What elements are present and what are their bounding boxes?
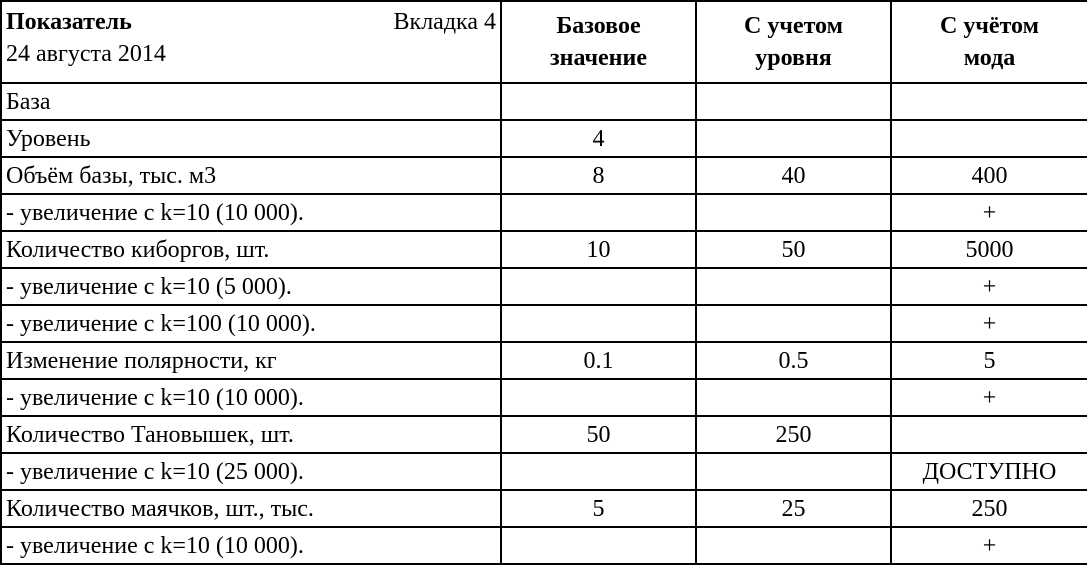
row-label: - увеличение с k=10 (5 000).	[1, 268, 501, 305]
row-level-value	[696, 453, 891, 490]
row-level-value	[696, 268, 891, 305]
row-label: Количество Тановышек, шт.	[1, 416, 501, 453]
header-tab: Вкладка 4	[393, 9, 496, 35]
row-level-value	[696, 194, 891, 231]
table-row	[1, 379, 1087, 416]
row-base-value: 4	[501, 120, 696, 157]
row-mod-value: ДОСТУПНО	[891, 453, 1087, 490]
row-mod-value: +	[891, 268, 1087, 305]
row-base-value: 8	[501, 157, 696, 194]
header-level-line2: уровня	[755, 45, 832, 71]
row-label: - увеличение с k=10 (25 000).	[1, 453, 501, 490]
table-body	[1, 83, 1087, 564]
row-label: Количество киборгов, шт.	[1, 231, 501, 268]
row-mod-value	[891, 83, 1087, 120]
row-base-value	[501, 379, 696, 416]
row-level-value	[696, 527, 891, 564]
row-level-value	[696, 83, 891, 120]
header-base-line1: Базовое	[556, 13, 641, 39]
table-row	[1, 120, 1087, 157]
table-row	[1, 157, 1087, 194]
table-row	[1, 527, 1087, 564]
row-label: Уровень	[1, 120, 501, 157]
row-base-value	[501, 453, 696, 490]
row-mod-value: 5000	[891, 231, 1087, 268]
row-level-value	[696, 379, 891, 416]
row-label: База	[1, 83, 501, 120]
row-mod-value: 5	[891, 342, 1087, 379]
row-mod-value: +	[891, 379, 1087, 416]
row-label: Объём базы, тыс. м3	[1, 157, 501, 194]
row-base-value: 10	[501, 231, 696, 268]
header-base-value	[501, 1, 696, 83]
header-with-level	[696, 1, 891, 83]
table-row	[1, 83, 1087, 120]
header-with-mod	[891, 1, 1087, 83]
table-row	[1, 490, 1087, 527]
header-date: 24 августа 2014	[6, 41, 166, 67]
row-mod-value: 400	[891, 157, 1087, 194]
row-label: - увеличение с k=10 (10 000).	[1, 194, 501, 231]
header-mod-line2: мода	[963, 45, 1016, 71]
row-base-value	[501, 83, 696, 120]
table-row	[1, 416, 1087, 453]
row-level-value: 50	[696, 231, 891, 268]
row-base-value	[501, 527, 696, 564]
row-base-value	[501, 194, 696, 231]
row-label: - увеличение с k=10 (10 000).	[1, 527, 501, 564]
row-mod-value: +	[891, 305, 1087, 342]
row-level-value	[696, 305, 891, 342]
header-level-line1: С учетом	[744, 13, 843, 39]
row-label: - увеличение с k=100 (10 000).	[1, 305, 501, 342]
row-base-value: 50	[501, 416, 696, 453]
row-label: Количество маячков, шт., тыс.	[1, 490, 501, 527]
row-label: Изменение полярности, кг	[1, 342, 501, 379]
table-row	[1, 194, 1087, 231]
row-label: - увеличение с k=10 (10 000).	[1, 379, 501, 416]
row-base-value	[501, 268, 696, 305]
header-indicator: Показатель	[6, 9, 132, 35]
table-row	[1, 231, 1087, 268]
row-base-value: 0.1	[501, 342, 696, 379]
row-level-value: 25	[696, 490, 891, 527]
row-base-value: 5	[501, 490, 696, 527]
table-row	[1, 342, 1087, 379]
row-level-value: 40	[696, 157, 891, 194]
table-row	[1, 453, 1087, 490]
row-level-value: 250	[696, 416, 891, 453]
table-row	[1, 305, 1087, 342]
row-mod-value: +	[891, 527, 1087, 564]
header-row	[1, 1, 1087, 83]
row-mod-value: +	[891, 194, 1087, 231]
table-row	[1, 268, 1087, 305]
row-base-value	[501, 305, 696, 342]
header-mod-line1: С учётом	[940, 13, 1039, 39]
row-mod-value: 250	[891, 490, 1087, 527]
header-indicator-cell	[1, 1, 501, 83]
row-mod-value	[891, 416, 1087, 453]
row-mod-value	[891, 120, 1087, 157]
header-base-line2: значение	[549, 45, 647, 71]
row-level-value: 0.5	[696, 342, 891, 379]
row-level-value	[696, 120, 891, 157]
